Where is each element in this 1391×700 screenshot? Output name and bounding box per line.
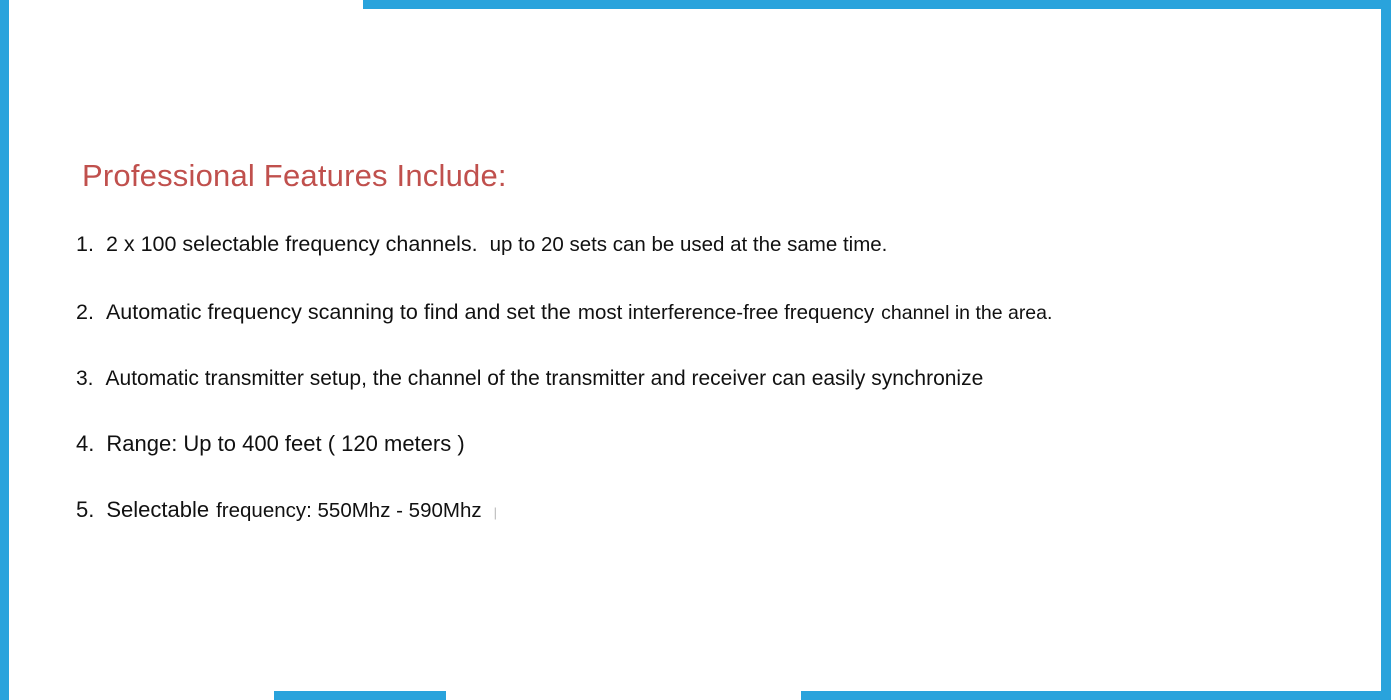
list-item-number: 5. xyxy=(76,497,95,522)
list-item-text-tail: | xyxy=(493,505,497,520)
list-item-text-b: most interference-free frequency xyxy=(577,301,875,324)
list-item xyxy=(76,367,1326,391)
list-item-text-a: 2 x 100 selectable frequency channels. xyxy=(105,232,478,256)
list-item-text-a: Automatic frequency scanning to find and set the xyxy=(105,300,571,324)
list-item-text-b: frequency: 550Mhz - 590Mhz xyxy=(216,499,482,522)
list-item xyxy=(76,232,1326,257)
list-item xyxy=(76,300,1326,325)
list-item-text-b: up to 20 sets can be used at the same time. xyxy=(489,233,888,256)
list-item-text-a: Selectable xyxy=(106,497,210,522)
list-item-number: 4. xyxy=(76,431,95,456)
list-item xyxy=(76,497,1326,523)
list-item-number: 3. xyxy=(76,367,94,390)
list-item-number: 2. xyxy=(76,300,94,324)
feature-list xyxy=(76,232,1326,523)
list-item-text-a: Range: Up to 400 feet ( 120 meters ) xyxy=(106,431,465,456)
list-item xyxy=(76,431,1326,457)
list-item-text-a: Automatic transmitter setup, the channel of the transmitter and receiver can easily synchronize xyxy=(105,367,984,390)
list-item-number: 1. xyxy=(76,232,94,256)
list-item-text-c: channel in the area. xyxy=(881,302,1053,324)
slide-title: Professional Features Include: xyxy=(82,158,507,193)
